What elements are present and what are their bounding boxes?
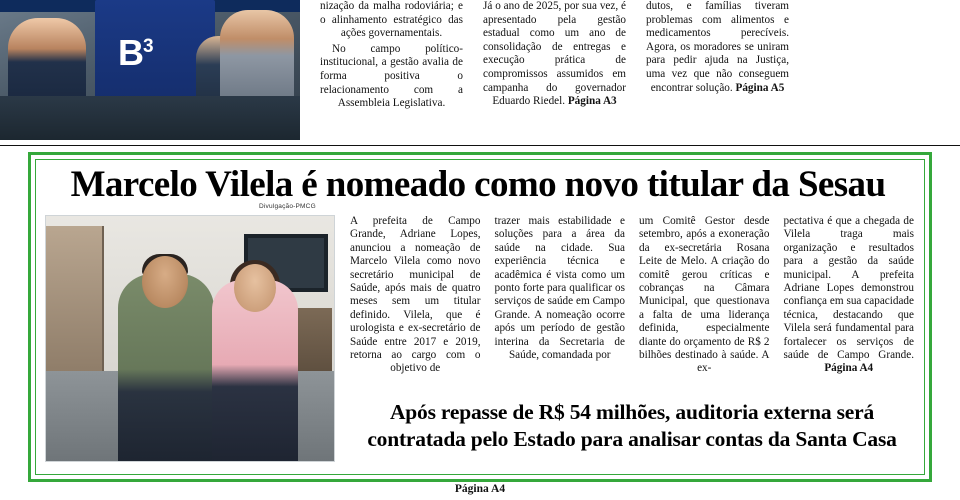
top-col2-text: Já o ano de 2025, por sua vez, é apresentado pela gestão estadual como um ano de consolidação de entregas e execução prática de compromissos assumidos em campanha do governador Eduardo Riedel. (483, 0, 626, 108)
top-photo (0, 0, 300, 140)
feature-subheadline (343, 399, 921, 453)
feature-col1-text: A prefeita de Campo Grande, Adriane Lopes, anunciou a nomeação de Marcelo Vilela como novo secretário municipal de Saúde, após mais de quatro meses sem um titular definido. Vilela, que é urologista e ex-secretário de Saúde entre 2017 e 2019, retorna ao cargo com o objetivo de (350, 215, 481, 375)
feature-column-2 (488, 215, 633, 397)
top-col1-para2: No campo político-institucional, a gestão avalia de forma positiva o relacionamento com a Assembleia Legislativa. (320, 42, 463, 110)
feature-headline: Marcelo Vilela é nomeado como novo titular da Sesau (70, 164, 886, 205)
footer-page-ref[interactable]: Página A4 (454, 483, 506, 495)
feature-photo-woman-head (234, 264, 276, 312)
horizontal-rule (0, 145, 960, 146)
top-column-3 (636, 0, 799, 140)
feature-col2-text: trazer mais estabilidade e soluções para a área da saúde na cidade. Sua experiência técnica e acadêmica é vista como um ponto forte para qualificar os serviços de saúde em Campo Grande. A nomeação ocorre após um período de gestão interina da Secretaria de Saúde, comandada por (494, 215, 625, 362)
feature-col4-page-ref[interactable]: Página A4 (824, 362, 874, 375)
feature-photo-door (46, 226, 104, 376)
feature-column-3 (632, 215, 777, 397)
feature-col3-text: um Comitê Gestor desde setembro, após a exoneração da ex-secretária Rosana Leite de Melo. A criação do comitê gerou críticas e cobranças na Câmara Municipal, que questionava a falta de uma liderança definida, especialmente diante do orçamento de R$ 2 bilhões destinado à saúde. A ex- (639, 215, 770, 375)
photo-credit: Divulgação-PMCG (259, 203, 316, 210)
top-text-columns (310, 0, 960, 140)
feature-col4-paragraph (784, 215, 915, 376)
feature-photo (45, 215, 335, 462)
top-column-1 (310, 0, 473, 140)
b3-logo (118, 32, 153, 74)
b3-logo-superscript: 3 (143, 36, 153, 57)
top-col2-para1 (483, 0, 626, 109)
top-col2-page-ref[interactable]: Página A3 (567, 95, 617, 108)
top-strip (0, 0, 960, 148)
feature-subheadline-line2: contratada pelo Estado para analisar contas da Santa Casa (367, 427, 897, 451)
feature-col4-text: pectativa é que a chegada de Vilela traga mais organização e resultados para a gestão da saúde municipal. A prefeita Adriane Lopes demonstrou confiança em sua capacidade técnica, destacando que Vilela será fundamental para fortalecer os serviços de saúde de Campo Grande. (783, 215, 914, 362)
feature-text-columns (343, 215, 921, 397)
top-col3-para1 (646, 0, 789, 95)
feature-column-4 (777, 215, 922, 397)
feature-photo-man-head (142, 256, 188, 308)
top-col3-page-ref[interactable]: Página A5 (735, 81, 785, 94)
top-photo-desk (0, 96, 300, 140)
b3-logo-letter: B (118, 32, 143, 73)
top-column-2 (473, 0, 636, 140)
top-col3-text: dutos, e famílias tiveram problemas com alimentos e medicamentos perecíveis. Agora, os moradores se uniram para pedir ajuda na Justiça, uma vez que não conseguem encontrar solução. (646, 0, 789, 94)
feature-column-1 (343, 215, 488, 397)
feature-box (28, 152, 932, 482)
feature-subheadline-line1: Após repasse de R$ 54 milhões, auditoria externa será (389, 400, 875, 424)
top-col1-para1: nização da malha rodoviária; e o alinhamento estratégico das ações governamentais. (320, 0, 463, 40)
